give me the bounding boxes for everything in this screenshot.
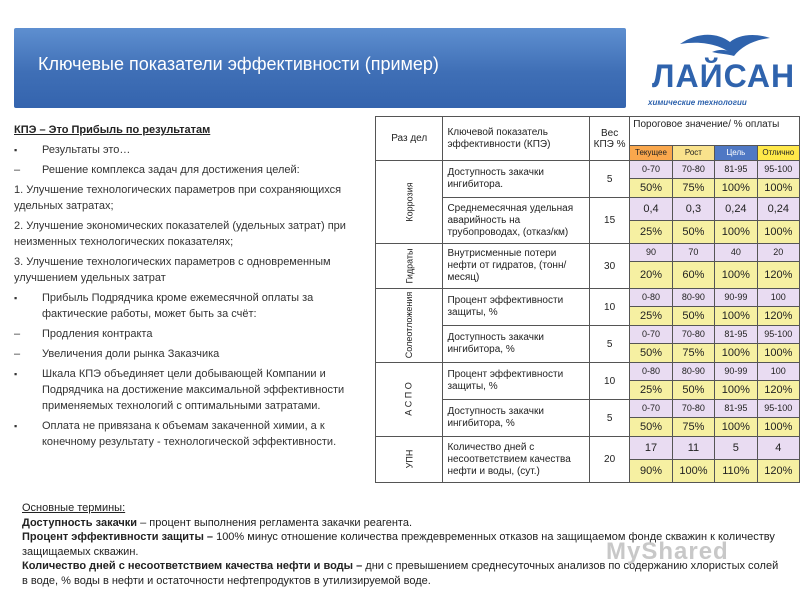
kpi-cell: Количество дней с несоответствием качества нефти и воды, (сут.) — [443, 437, 589, 483]
weight-cell: 5 — [589, 326, 629, 363]
kpi-cell: Среднемесячная удельная аварийность на трубопроводах, (отказ/км) — [443, 198, 589, 244]
level-growth: Рост — [672, 146, 714, 160]
threshold-cell: 0-70 70-80 81-95 95-100 50% 75% 100% 100% — [630, 161, 800, 198]
goal-2: 2. Улучшение экономических показателей (удельных затрат) при неизменных технологических показателях; — [14, 220, 346, 248]
kpe-description — [14, 122, 364, 454]
header-kpi: Ключевой показатель эффективности (КПЭ) — [443, 117, 589, 161]
threshold-cell: 0-70 70-80 81-95 95-100 50% 75% 100% 100% — [630, 326, 800, 363]
extension-line: – Продления контракта — [14, 328, 153, 340]
kpi-cell: Процент эффективности защиты, % — [443, 289, 589, 326]
levels-row — [630, 145, 799, 160]
solution-line: – Решение комплекса задач для достижения целей: — [14, 164, 300, 176]
kpi-cell: Процент эффективности защиты, % — [443, 363, 589, 400]
level-current: Текущее — [630, 146, 671, 160]
term-protection: Процент эффективности защиты – 100% минус отношение количества преждевременных отказов на защищаемом фонде скважин к количеству защищаемых скважин. — [22, 531, 775, 558]
table-row — [376, 244, 800, 289]
threshold-cell: 0-70 70-80 81-95 95-100 50% 75% 100% 100% — [630, 400, 800, 437]
term-availability: Доступность закачки – процент выполнения регламента закачки реагента. — [22, 516, 413, 529]
weight-cell: 15 — [589, 198, 629, 244]
section-aspo: А С П О — [376, 363, 443, 437]
section-scaling: Солеотложения — [376, 289, 443, 363]
header-threshold: Пороговое значение/ % оплаты — [633, 119, 780, 130]
header-section: Раз дел — [376, 117, 443, 161]
section-corrosion: Коррозия — [376, 161, 443, 244]
logo-wordmark: ЛАЙСАН — [652, 58, 796, 94]
market-share-line: – Увеличения доли рынка Заказчика — [14, 348, 220, 360]
table-row — [376, 363, 800, 400]
threshold-cell: 90 70 40 20 20% 60% 100% 120% — [630, 244, 800, 289]
kpe-heading: КПЭ – Это Прибыль по результатам — [14, 124, 211, 136]
header-threshold-cell — [630, 117, 800, 161]
goal-1: 1. Улучшение технологических параметров при сохраняющихся удельных затратах; — [14, 184, 342, 212]
threshold-cell: 0,4 0,3 0,24 0,24 25% 50% 100% 100% — [630, 198, 800, 244]
table-row — [376, 289, 800, 326]
logo-tagline: химические технологии — [648, 98, 747, 107]
slide-title: Ключевые показатели эффективности (пример) — [38, 54, 439, 74]
header-weight: Вес КПЭ % — [589, 117, 629, 161]
kpi-cell: Доступность закачки ингибитора, % — [443, 400, 589, 437]
profit-bullet: ▪ Прибыль Подрядчика кроме ежемесячной оплаты за фактические работы, может быть за счёт: — [14, 290, 364, 322]
payment-bullet: ▪ Оплата не привязана к объемам закаченной химии, а к конечному результату - технологической эффективности. — [14, 418, 364, 450]
weight-cell: 10 — [589, 289, 629, 326]
terms-title: Основные термины: — [22, 502, 126, 514]
kpi-cell: Доступность закачки ингибитора. — [443, 161, 589, 198]
kpi-cell: Внутрисменные потери нефти от гидратов, (тонн/месяц) — [443, 244, 589, 289]
weight-cell: 20 — [589, 437, 629, 483]
results-label: ▪ Результаты это… — [14, 142, 364, 158]
threshold-cell: 17 11 5 4 90% 100% 110% 120% — [630, 437, 800, 483]
threshold-cell: 0-80 80-90 90-99 100 25% 50% 100% 120% — [630, 363, 800, 400]
table-row — [376, 437, 800, 483]
watermark: MyShared — [606, 538, 729, 565]
threshold-cell: 0-80 80-90 90-99 100 25% 50% 100% 120% — [630, 289, 800, 326]
section-upn: УПН — [376, 437, 443, 483]
level-excellent: Отлично — [757, 146, 799, 160]
level-goal: Цель — [714, 146, 756, 160]
weight-cell: 30 — [589, 244, 629, 289]
table-row — [376, 161, 800, 198]
kpi-table — [375, 116, 800, 483]
term-days: Количество дней с несоответствием качества нефти и воды – дни с превышением среднесуточных анализов по содержанию хлористых солей в воде, % воды в нефти и остаточности нефтепродуктов в утилизируемой воде. — [22, 560, 779, 587]
scale-bullet: ▪ Шкала КПЭ объединяет цели добывающей Компании и Подрядчика на достижение максимальной эффективности применяемых технологий с оптимальными затратами. — [14, 366, 364, 414]
section-hydrates: Гидраты — [376, 244, 443, 289]
weight-cell: 10 — [589, 363, 629, 400]
dash-marker: – — [14, 164, 21, 176]
table-header-row — [376, 117, 800, 161]
weight-cell: 5 — [589, 400, 629, 437]
goal-3: 3. Улучшение технологических параметров с одновременным улучшением удельных затрат — [14, 256, 331, 284]
kpi-cell: Доступность закачки ингибитора, % — [443, 326, 589, 363]
weight-cell: 5 — [589, 161, 629, 198]
